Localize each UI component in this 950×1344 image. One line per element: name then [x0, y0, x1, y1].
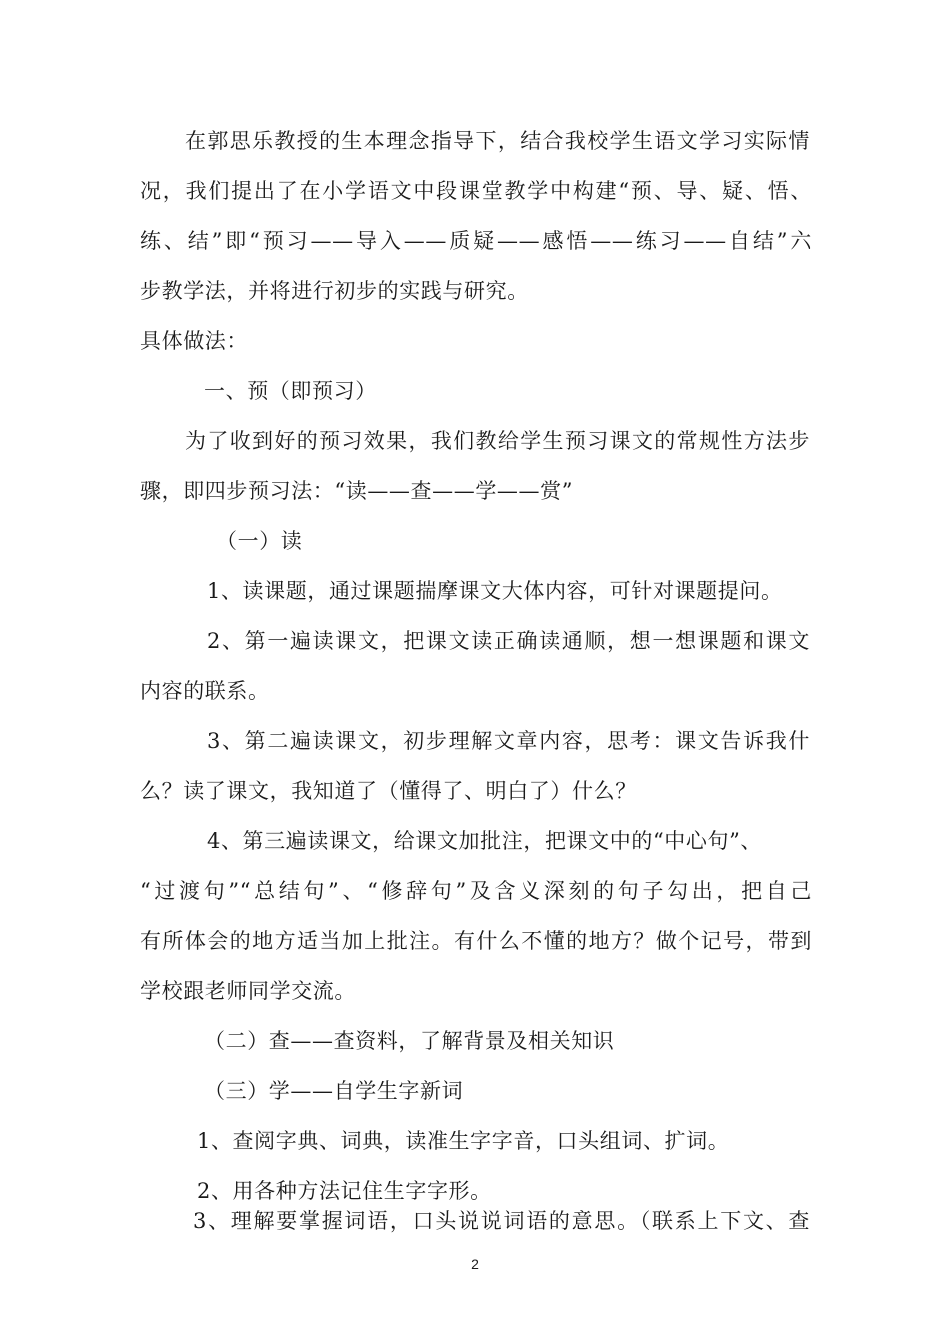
- section-heading: 一、预（即预习）: [204, 379, 377, 403]
- paragraph-line: 学校跟老师同学交流。: [140, 979, 356, 1003]
- subsection-heading: （二）查——查资料，了解背景及相关知识: [204, 1029, 615, 1053]
- page-number: 2: [471, 1256, 479, 1272]
- paragraph-line: 么？读了课文，我知道了（懂得了、明白了）什么？: [140, 779, 637, 803]
- subsection-heading: （一）读: [216, 529, 303, 553]
- paragraph-line: 内容的联系。: [140, 679, 270, 703]
- list-item: 4、第三遍读课文，给课文加批注，把课文中的“中心句”、: [207, 829, 763, 853]
- paragraph-line: 有所体会的地方适当加上批注。有什么不懂的地方？做个记号，带到: [140, 929, 812, 953]
- list-item: 3、理解要掌握词语，口头说说词语的意思。（联系上下文、查: [193, 1209, 810, 1233]
- list-item: 2、用各种方法记住生字字形。: [197, 1179, 492, 1203]
- paragraph-line: “过渡句”“总结句”、“修辞句”及含义深刻的句子勾出，把自己: [140, 879, 812, 903]
- list-item: 3、第二遍读课文，初步理解文章内容，思考：课文告诉我什: [207, 729, 810, 753]
- paragraph-line: 为了收到好的预习效果，我们教给学生预习课文的常规性方法步: [185, 429, 810, 453]
- subsection-heading: （三）学——自学生字新词: [204, 1079, 464, 1103]
- list-item: 1、查阅字典、词典，读准生字字音，口头组词、扩词。: [197, 1129, 730, 1153]
- paragraph-line: 况，我们提出了在小学语文中段课堂教学中构建“预、导、疑、悟、: [140, 179, 812, 203]
- list-item: 2、第一遍读课文，把课文读正确读通顺，想一想课题和课文: [207, 629, 810, 653]
- paragraph-line: 步教学法，并将进行初步的实践与研究。: [140, 279, 529, 303]
- paragraph-line: 练、结”即“预习——导入——质疑——感悟——练习——自结”六: [140, 229, 812, 253]
- list-item: 1、读课题，通过课题揣摩课文大体内容，可针对课题提问。: [207, 579, 783, 603]
- paragraph-line: 具体做法：: [140, 329, 248, 353]
- paragraph-line: 骤，即四步预习法：“读——查——学——赏”: [140, 479, 574, 503]
- paragraph-line: 在郭思乐教授的生本理念指导下，结合我校学生语文学习实际情: [185, 129, 810, 153]
